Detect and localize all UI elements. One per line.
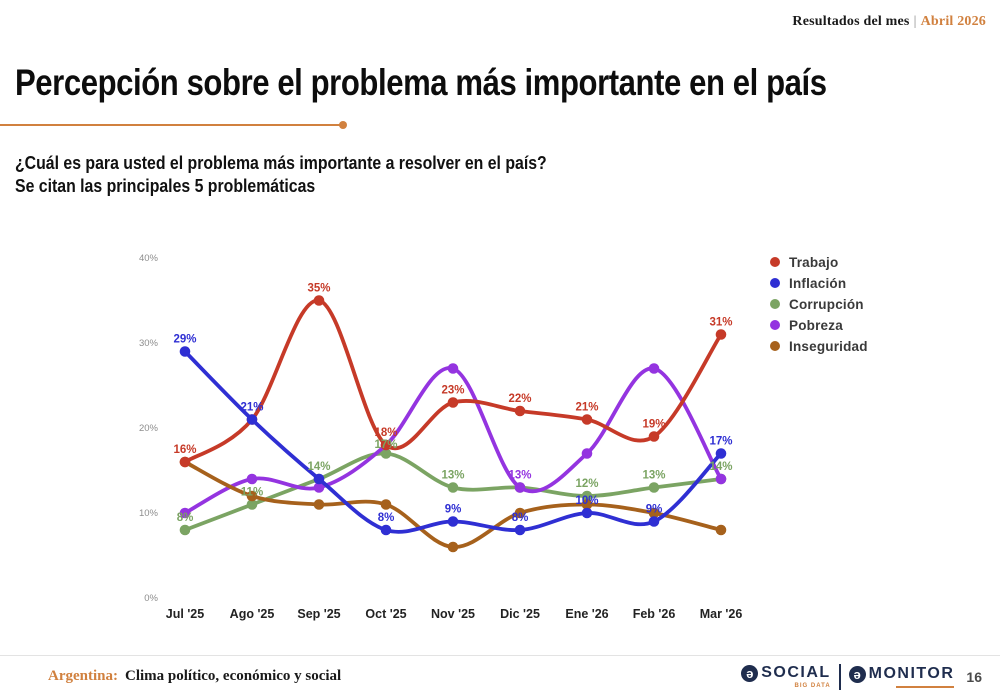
- page-number: 16: [966, 668, 982, 685]
- y-axis-tick: 0%: [144, 593, 158, 604]
- data-point: [515, 525, 526, 536]
- legend-label: Trabajo: [789, 254, 839, 270]
- data-point-label: 10%: [575, 495, 599, 507]
- data-point-label: 17%: [709, 435, 733, 448]
- chart-svg: [130, 240, 790, 630]
- data-point-label: 21%: [240, 401, 264, 414]
- subtitle-line-2: Se citan las principales 5 problemáticas: [15, 176, 316, 196]
- legend-item-pobreza: [770, 318, 868, 332]
- data-point-label: 13%: [642, 469, 666, 482]
- data-point: [448, 397, 459, 408]
- x-axis-label: Nov '25: [431, 607, 475, 621]
- title-underline-dot: [339, 121, 347, 129]
- footer: [0, 655, 1000, 697]
- data-point: [515, 406, 526, 417]
- data-point: [716, 474, 727, 485]
- x-axis-label: Ene '26: [565, 607, 609, 621]
- data-point: [381, 525, 392, 536]
- data-point-label: 19%: [642, 418, 666, 431]
- legend-dot-icon: [770, 341, 780, 351]
- data-point-label: 9%: [444, 503, 462, 516]
- footer-caption: [48, 668, 341, 685]
- data-point: [448, 482, 459, 493]
- data-point-label: 8%: [377, 512, 395, 524]
- data-point-label: 18%: [374, 427, 398, 439]
- data-point-label: 8%: [176, 512, 194, 524]
- legend-label: Corrupción: [789, 296, 864, 312]
- monitor-logo: [849, 665, 955, 688]
- header-separator: |: [913, 14, 917, 29]
- header-caption: [792, 14, 986, 30]
- subtitle: [15, 152, 619, 198]
- legend-dot-icon: [770, 299, 780, 309]
- social-logo: [741, 664, 830, 689]
- subtitle-line-1: ¿Cuál es para usted el problema más importante a resolver en el país?: [15, 153, 547, 173]
- legend-dot-icon: [770, 320, 780, 330]
- x-axis-label: Jul '25: [165, 607, 205, 621]
- data-point: [448, 363, 459, 374]
- data-point: [716, 448, 727, 459]
- x-axis-label: Sep '25: [297, 607, 341, 621]
- data-point: [314, 499, 325, 510]
- social-logo-name: SOCIAL: [761, 664, 831, 681]
- social-logo-subtitle: BIG DATA: [794, 683, 831, 689]
- data-point: [716, 329, 727, 340]
- header-month: Abril 2026: [920, 14, 986, 29]
- data-point-label: 16%: [173, 444, 197, 456]
- data-point: [381, 499, 392, 510]
- data-point: [649, 516, 660, 527]
- data-point: [180, 525, 191, 536]
- data-point-label: 14%: [307, 461, 331, 473]
- monitor-logo-icon: ə: [849, 666, 866, 683]
- header-results-label: Resultados del mes: [792, 14, 910, 29]
- legend-item-inseguridad: [770, 339, 868, 353]
- footer-brand: [741, 664, 982, 690]
- legend-dot-icon: [770, 257, 780, 267]
- y-axis-tick: 20%: [138, 423, 158, 434]
- y-axis-tick: 40%: [138, 253, 158, 264]
- chart-legend: [770, 255, 868, 360]
- legend-label: Inflación: [789, 275, 847, 291]
- data-point-label: 35%: [307, 282, 331, 295]
- logo-divider: [839, 664, 841, 690]
- x-axis-label: Oct '25: [365, 607, 407, 621]
- line-chart: [130, 240, 790, 630]
- x-axis-label: Mar '26: [699, 607, 743, 621]
- social-logo-icon: ə: [741, 665, 758, 682]
- data-point: [716, 525, 727, 536]
- x-axis-label: Feb '26: [632, 607, 676, 621]
- data-point-label: 8%: [511, 512, 529, 524]
- monitor-logo-tagline-bar: [896, 686, 954, 688]
- data-point: [649, 482, 660, 493]
- data-point: [515, 482, 526, 493]
- data-point: [247, 474, 258, 485]
- y-axis-tick: 30%: [138, 338, 158, 349]
- legend-item-trabajo: [770, 255, 868, 269]
- data-point-label: 11%: [240, 486, 264, 499]
- data-point-label: 31%: [709, 316, 733, 329]
- data-point: [314, 295, 325, 306]
- data-point: [448, 516, 459, 527]
- legend-dot-icon: [770, 278, 780, 288]
- data-point: [582, 508, 593, 519]
- data-point: [180, 346, 191, 357]
- data-point-label: 23%: [441, 384, 465, 397]
- series-line-trabajo: [185, 300, 721, 462]
- data-point-label: 17%: [374, 439, 398, 451]
- data-point: [582, 448, 593, 459]
- data-point-label: 21%: [575, 401, 599, 414]
- data-point-label: 9%: [645, 503, 663, 516]
- data-point: [649, 431, 660, 442]
- x-axis-label: Dic '25: [500, 607, 540, 621]
- footer-country-label: Argentina:: [48, 668, 118, 684]
- legend-label: Inseguridad: [789, 338, 868, 354]
- y-axis-tick: 10%: [138, 508, 158, 519]
- data-point: [582, 414, 593, 425]
- footer-description: Clima político, económico y social: [125, 668, 342, 684]
- data-point: [180, 457, 191, 468]
- data-point-label: 29%: [173, 333, 197, 346]
- x-axis-label: Ago '25: [229, 607, 275, 621]
- data-point-label: 14%: [709, 461, 733, 473]
- data-point: [314, 474, 325, 485]
- data-point: [448, 542, 459, 553]
- data-point: [649, 363, 660, 374]
- legend-item-inflación: [770, 276, 868, 290]
- data-point-label: 12%: [575, 478, 599, 490]
- data-point-label: 22%: [508, 393, 532, 405]
- legend-label: Pobreza: [789, 317, 843, 333]
- data-point-label: 13%: [508, 469, 532, 482]
- page-title: Percepción sobre el problema más importante en el país: [15, 62, 827, 103]
- data-point-label: 13%: [441, 469, 465, 482]
- data-point: [247, 414, 258, 425]
- monitor-logo-name: MONITOR: [868, 665, 955, 682]
- title-underline: [0, 124, 340, 126]
- legend-item-corrupción: [770, 297, 868, 311]
